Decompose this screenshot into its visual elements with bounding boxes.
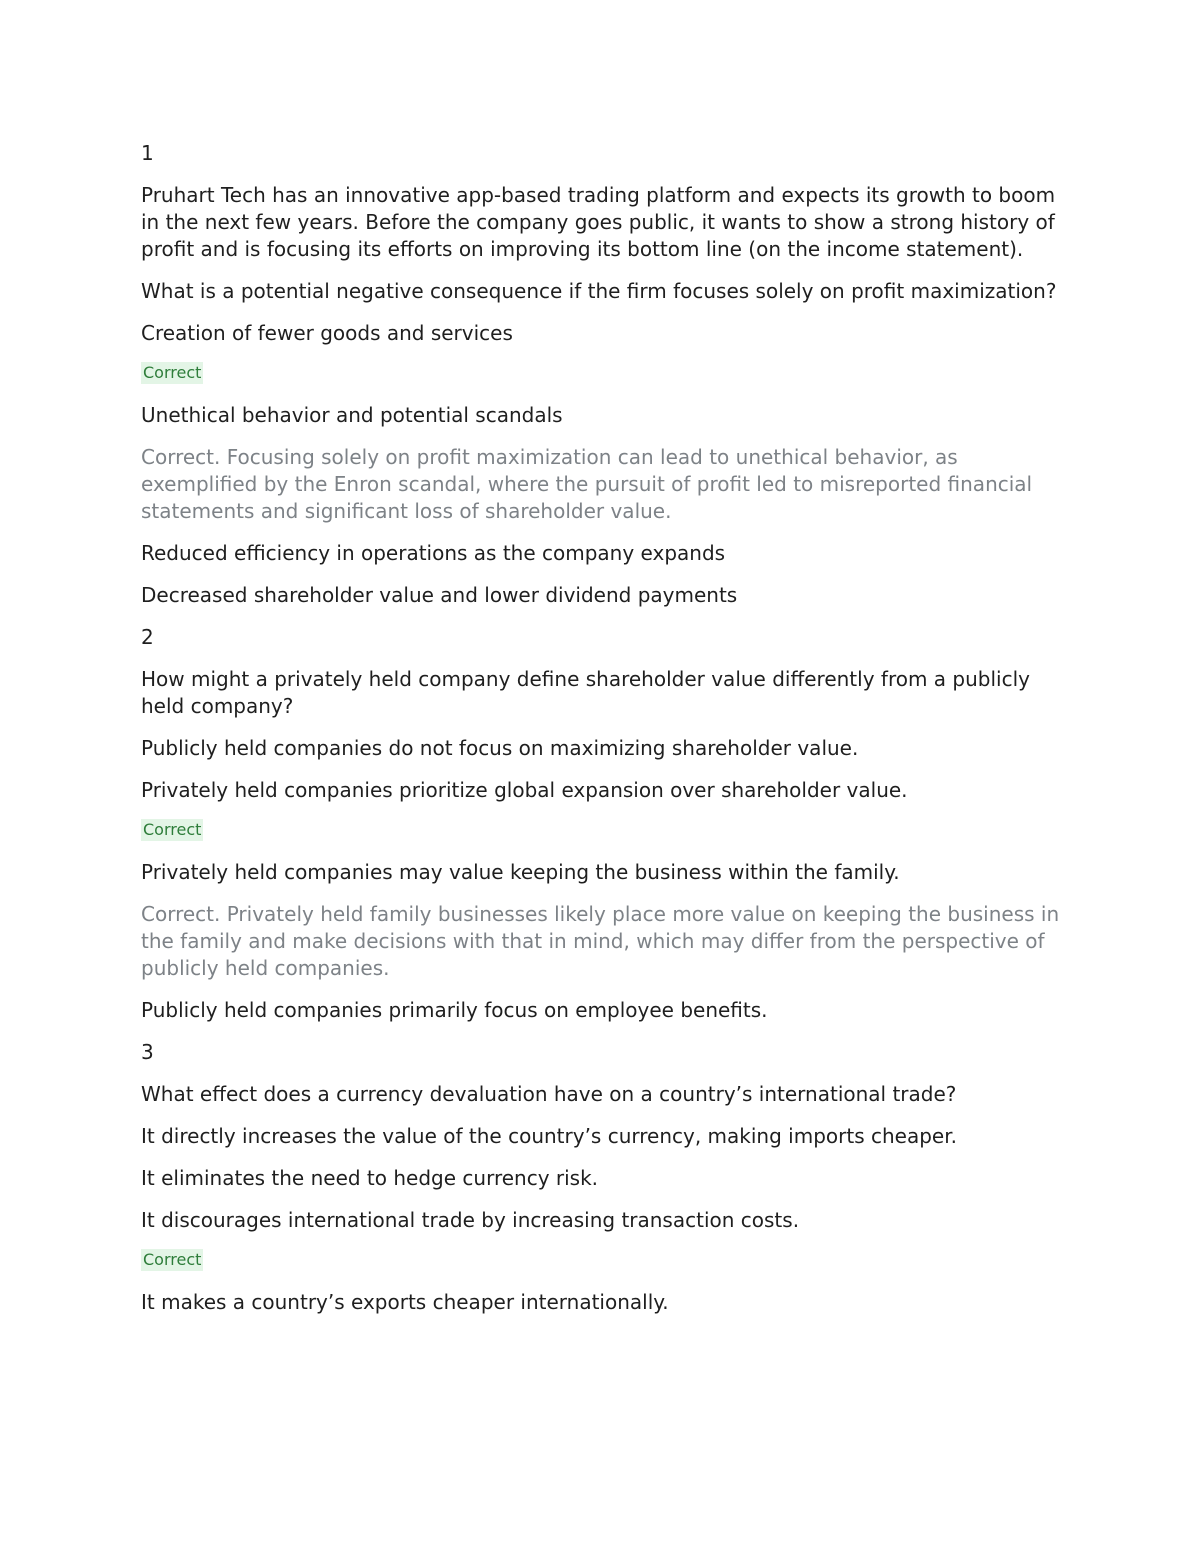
answer-option[interactable]: It discourages international trade by increasing transaction costs.	[141, 1208, 800, 1232]
question-scenario: Pruhart Tech has an innovative app-based trading platform and expects its growth to boom in the next few years. Before the company goes public, it wants to show a strong history of profit and is focusing its efforts on improving its bottom line (on the income statement).	[141, 183, 1056, 261]
answer-feedback: Correct. Privately held family businesses likely place more value on keeping the business in the family and make decisions with that in mind, which may differ from the perspective of publicly held companies.	[141, 902, 1060, 980]
answer-option[interactable]: Publicly held companies do not focus on maximizing shareholder value.	[141, 736, 859, 760]
answer-option[interactable]: It eliminates the need to hedge currency risk.	[141, 1166, 599, 1190]
answer-option[interactable]: Decreased shareholder value and lower dividend payments	[141, 583, 738, 607]
question-1	[141, 140, 1061, 609]
answer-option-correct[interactable]: It makes a country’s exports cheaper internationally.	[141, 1290, 669, 1314]
answer-option-correct[interactable]: Privately held companies may value keeping the business within the family.	[141, 860, 900, 884]
answer-option[interactable]: Privately held companies prioritize global expansion over shareholder value.	[141, 778, 908, 802]
quiz-document	[141, 140, 1061, 1331]
correct-badge: Correct	[143, 820, 202, 839]
question-2	[141, 624, 1061, 1024]
answer-feedback: Correct. Focusing solely on profit maximization can lead to unethical behavior, as exemplified by the Enron scandal, where the pursuit of profit led to misreported financial statements and significant loss of shareholder value.	[141, 445, 1033, 523]
answer-option[interactable]: It directly increases the value of the country’s currency, making imports cheaper.	[141, 1124, 957, 1148]
answer-option[interactable]: Reduced efficiency in operations as the company expands	[141, 541, 726, 565]
answer-option[interactable]: Publicly held companies primarily focus on employee benefits.	[141, 998, 768, 1022]
question-number: 2	[141, 625, 154, 649]
answer-option[interactable]: Creation of fewer goods and services	[141, 321, 513, 345]
question-number: 1	[141, 141, 154, 165]
answer-option-correct[interactable]: Unethical behavior and potential scandals	[141, 403, 563, 427]
question-prompt: What is a potential negative consequence if the firm focuses solely on profit maximization?	[141, 279, 1057, 303]
correct-badge: Correct	[143, 363, 202, 382]
correct-badge: Correct	[143, 1250, 202, 1269]
question-prompt: What effect does a currency devaluation have on a country’s international trade?	[141, 1082, 957, 1106]
question-number: 3	[141, 1040, 154, 1064]
question-3	[141, 1039, 1061, 1316]
question-prompt: How might a privately held company define shareholder value differently from a publicly held company?	[141, 667, 1030, 718]
